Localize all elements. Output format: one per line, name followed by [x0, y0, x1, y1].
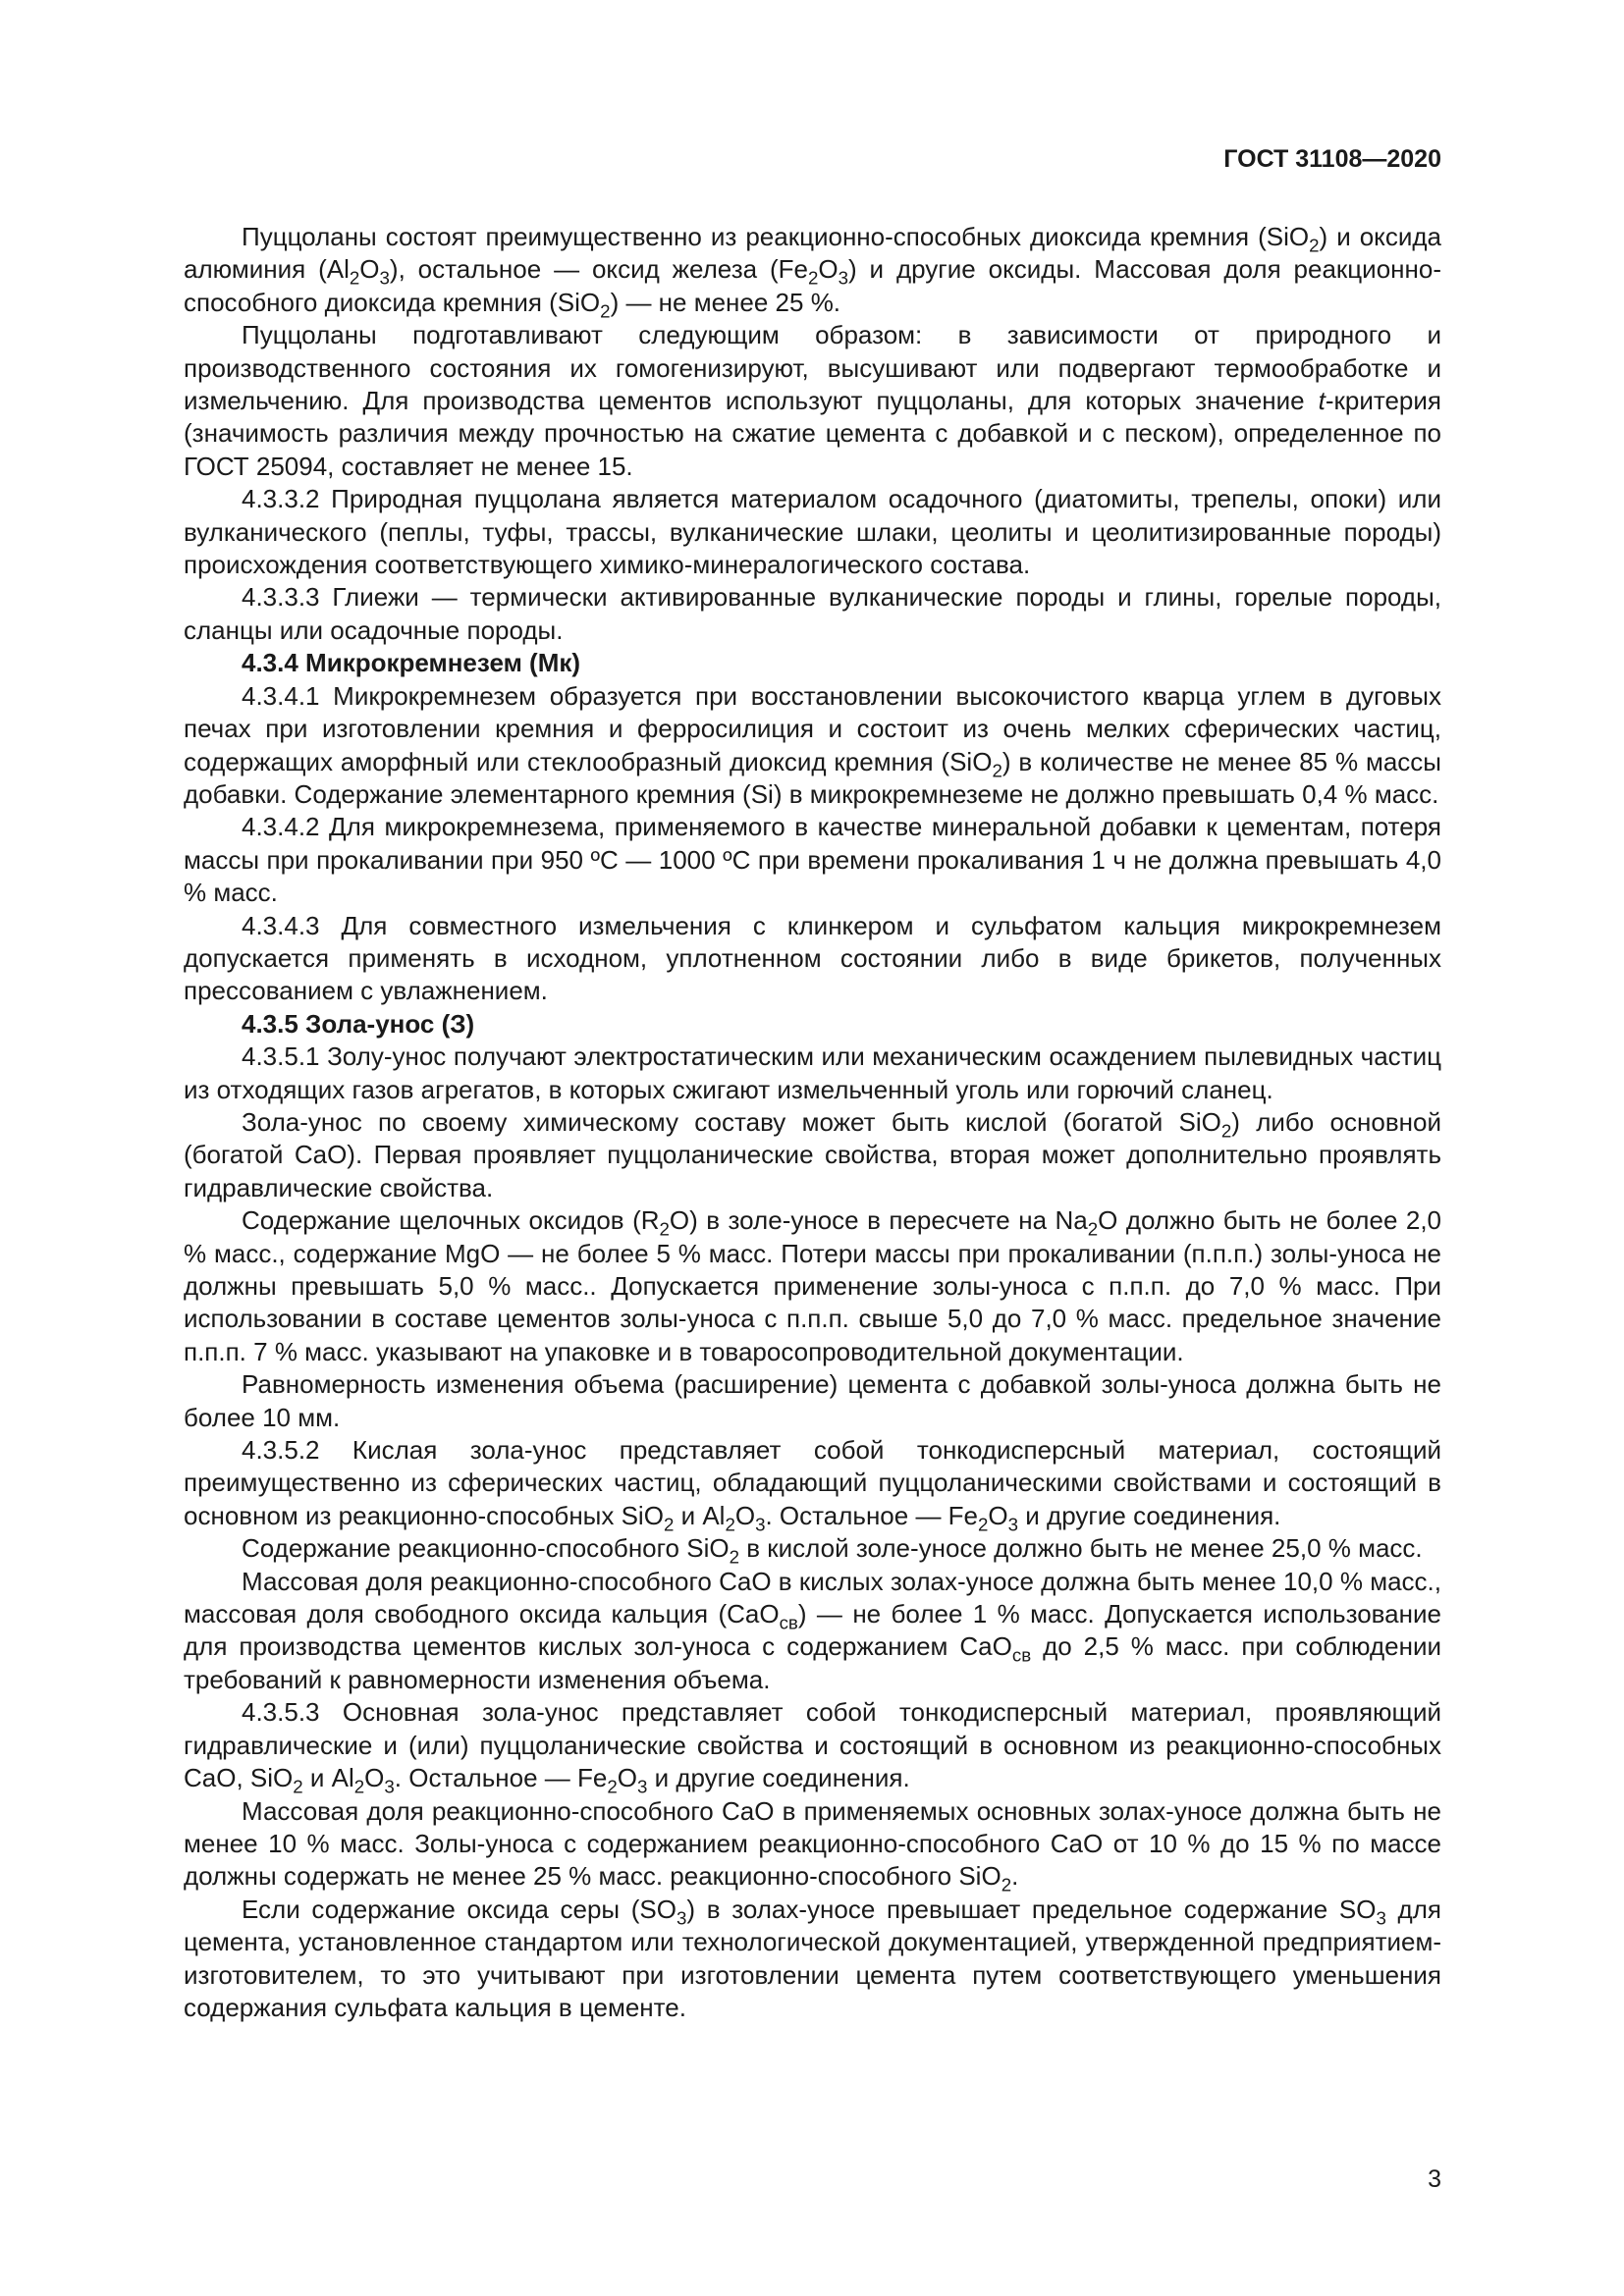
text-run: Равномерность изменения объема (расширение) цемента с добавкой золы-уноса должна быть не более 10 мм. — [184, 1369, 1441, 1432]
text-run: Массовая доля реакционно-способного CaO в применяемых основных золах-уносе должна быть не менее 10 % масс. Золы-уноса с содержанием реакционно-способного CaO от 10 % до 15 % по массе должны содержать не менее 25 % масс. реакционно-способного SiO — [184, 1795, 1441, 1892]
paragraph — [184, 1204, 1441, 1368]
text-run: O — [818, 254, 839, 285]
text-run: ) в количестве не менее 85 % массы добавки. Содержание элементарного кремния (Si) в микрокремнеземе не должно превышать 0,4 % масс. — [184, 746, 1441, 809]
paragraph — [184, 1041, 1441, 1106]
text-run: 4.3.3.2 Природная пуццолана является материалом осадочного (диатомиты, трепелы, опоки) или вулканического (пеплы, туфы, трассы, вулканические шлаки, цеолиты и цеолитизированные породы) происхождения соответствующего химико-минералогического состава. — [184, 484, 1441, 580]
text-run: Массовая доля реакционно-способного CaO в кислых золах-уносе должна быть менее 10,0 % масс., массовая доля свободного оксида кальция (CaO — [184, 1566, 1441, 1629]
document-body — [184, 221, 1441, 2024]
subscript: 3 — [636, 1776, 648, 1797]
text-run: ), остальное — оксид железа (Fe — [389, 254, 808, 285]
paragraph — [184, 483, 1441, 581]
paragraph — [184, 680, 1441, 812]
paragraph — [184, 1368, 1441, 1434]
subscript: 3 — [384, 1776, 395, 1797]
text-run: . Остальное — Fe — [765, 1500, 979, 1530]
text-run: и Al — [302, 1763, 354, 1793]
text-run: 4.3.5.1 Золу-унос получают электростатическим или механическим осаждением пылевидных частиц из отходящих газов агрегатов, в которых сжигают измельченный уголь или горючий сланец. — [184, 1041, 1441, 1104]
italic-text: t — [1318, 386, 1326, 416]
subscript: 2 — [607, 1776, 618, 1797]
paragraph — [184, 221, 1441, 322]
text-run: ) либо основной (богатой CaO). Первая проявляет пуццоланические свойства, вторая может дополнительно проявлять гидравлические свойства. — [184, 1106, 1441, 1202]
subscript: 2 — [600, 300, 611, 322]
paragraph — [184, 1434, 1441, 1535]
subscript: 3 — [755, 1514, 766, 1535]
text-run: O — [364, 1763, 385, 1793]
subscript: 3 — [838, 267, 849, 289]
text-run: ) — не менее 25 %. — [610, 287, 841, 317]
text-run: Содержание реакционно-способного SiO — [242, 1533, 730, 1564]
text-run: и Al — [674, 1500, 726, 1530]
text-run: 4.3.4.3 Для совместного измельчения с клинкером и сульфатом кальция микрокремнезем допускается применять в исходном, уплотненном состоянии либо в виде брикетов, полученных прессованием с увлажнением. — [184, 910, 1441, 1006]
subscript: 2 — [807, 267, 819, 289]
subscript: 2 — [729, 1546, 739, 1568]
subscript: 2 — [725, 1514, 735, 1535]
document-id-header: ГОСТ 31108—2020 — [1223, 145, 1441, 173]
section-heading — [184, 647, 1441, 679]
paragraph — [184, 910, 1441, 1008]
text-run: O — [988, 1500, 1008, 1530]
text-run: . — [1011, 1861, 1019, 1892]
subscript: 2 — [992, 760, 1002, 781]
text-run: 4.3.5 Зола-унос (З) — [242, 1008, 475, 1039]
paragraph — [184, 319, 1441, 483]
subscript: 2 — [1220, 1120, 1232, 1142]
text-run: ) и оксида алюминия (Al — [184, 222, 1441, 285]
text-run: 4.3.4 Микрокремнезем (Мк) — [242, 648, 581, 678]
paragraph — [184, 1894, 1441, 2025]
text-run: Содержание щелочных оксидов (R — [242, 1205, 660, 1236]
subscript: 2 — [353, 1776, 365, 1797]
subscript: 3 — [379, 267, 390, 289]
text-run: ) в золах-уносе превышает предельное содержание SO — [686, 1894, 1377, 1924]
subscript: 2 — [349, 267, 360, 289]
text-run: 4.3.5.2 Кислая зола-унос представляет собой тонкодисперсный материал, состоящий преимущественно из сферических частиц, обладающий пуццоланическими свойствами и состоящий в основном из реакционно-способных SiO — [184, 1435, 1441, 1530]
text-run: и другие соединения. — [1018, 1500, 1281, 1530]
text-run: ) — не более 1 % масс. Допускается использование для производства цементов кислых зол-уноса с содержанием CaO — [184, 1599, 1441, 1662]
text-run: -критерия (значимость различия между прочностью на сжатие цемента с добавкой и с песком), определенное по ГОСТ 25094, составляет не менее 15. — [184, 386, 1441, 481]
text-run: Зола-унос по своему химическому составу может быть кислой (богатой SiO — [242, 1106, 1221, 1137]
text-run: O — [734, 1500, 756, 1530]
text-run: ) и другие оксиды. Массовая доля реакционно-способного диоксида кремния (SiO — [184, 254, 1441, 317]
subscript: 3 — [676, 1907, 687, 1929]
subscript: 2 — [293, 1776, 303, 1797]
subscript: 2 — [1087, 1218, 1099, 1240]
subscript: 2 — [978, 1514, 989, 1535]
paragraph — [184, 581, 1441, 647]
page-number: 3 — [1428, 2165, 1441, 2193]
text-run: 4.3.5.3 Основная зола-унос представляет собой тонкодисперсный материал, проявляющий гидравлические и (или) пуццоланические свойства и состоящий в основном из реакционно-способных CaO, SiO — [184, 1697, 1441, 1793]
text-run: до 2,5 % масс. при соблюдении требований к равномерности изменения объема. — [184, 1631, 1441, 1694]
text-run: O — [359, 254, 380, 285]
subscript: 2 — [1309, 235, 1320, 256]
subscript: 2 — [1001, 1874, 1012, 1896]
paragraph — [184, 1696, 1441, 1797]
text-run: в кислой золе-уносе должно быть не менее 25,0 % масс. — [738, 1533, 1423, 1564]
paragraph — [184, 1795, 1441, 1894]
subscript: св — [1011, 1645, 1032, 1667]
text-run: Пуццоланы подготавливают следующим образом: в зависимости от природного и производственного состояния их гомогенизируют, высушивают или подвергают термообработке и измельчению. Для производства цементов используют пуццоланы, для которых значение — [184, 320, 1441, 416]
paragraph — [184, 1566, 1441, 1697]
text-run: O должно быть не более 2,0 % масс., содержание MgO — не более 5 % масс. Потери массы при прокаливании (п.п.п.) золы-уноса не должны превышать 5,0 % масс.. Допускается применение золы-уноса с п.п.п. до 7,0 % масс. При использовании в составе цементов золы-уноса с п.п.п. свыше 5,0 до 7,0 % масс. предельное значение п.п.п. 7 % масс. указывают на упаковке и в товаросопроводительной документации. — [184, 1205, 1442, 1366]
subscript: св — [779, 1612, 798, 1633]
text-run: Если содержание оксида серы (SO — [242, 1894, 677, 1924]
text-run: и другие соединения. — [647, 1763, 910, 1793]
subscript: 3 — [1376, 1907, 1386, 1929]
text-run: Пуццоланы состоят преимущественно из реакционно-способных диоксида кремния (SiO — [242, 222, 1310, 251]
subscript: 3 — [1007, 1514, 1019, 1535]
text-run: для цемента, установленное стандартом или технологической документацией, утвержденной предприятием-изготовителем, то это учитывают при изготовлении цемента путем соответствующего уменьшения содержания сульфата кальция в цементе. — [184, 1894, 1441, 2022]
subscript: 2 — [663, 1514, 675, 1535]
paragraph — [184, 811, 1441, 909]
text-run: . Остальное — Fe — [394, 1763, 608, 1793]
text-run: O — [617, 1763, 637, 1793]
text-run: O) в золе-уносе в пересчете на Na — [669, 1205, 1088, 1236]
section-heading — [184, 1008, 1441, 1041]
subscript: 2 — [659, 1218, 670, 1240]
paragraph — [184, 1532, 1441, 1568]
text-run: 4.3.4.1 Микрокремнезем образуется при восстановлении высокочистого кварца углем в дуговых печах при изготовлении кремния и ферросилиция и состоит из очень мелких сферических частиц, содержащих аморфный или стеклообразный диоксид кремния (SiO — [184, 680, 1441, 776]
text-run: 4.3.4.2 Для микрокремнезема, применяемого в качестве минеральной добавки к цементам, потеря массы при прокаливании при 950 ºС — 1000 ºС при времени прокаливания 1 ч не должна превышать 4,0 % масс. — [184, 812, 1441, 908]
text-run: 4.3.3.3 Глиежи — термически активированные вулканические породы и глины, горелые породы, сланцы или осадочные породы. — [184, 582, 1441, 645]
paragraph — [184, 1106, 1441, 1204]
